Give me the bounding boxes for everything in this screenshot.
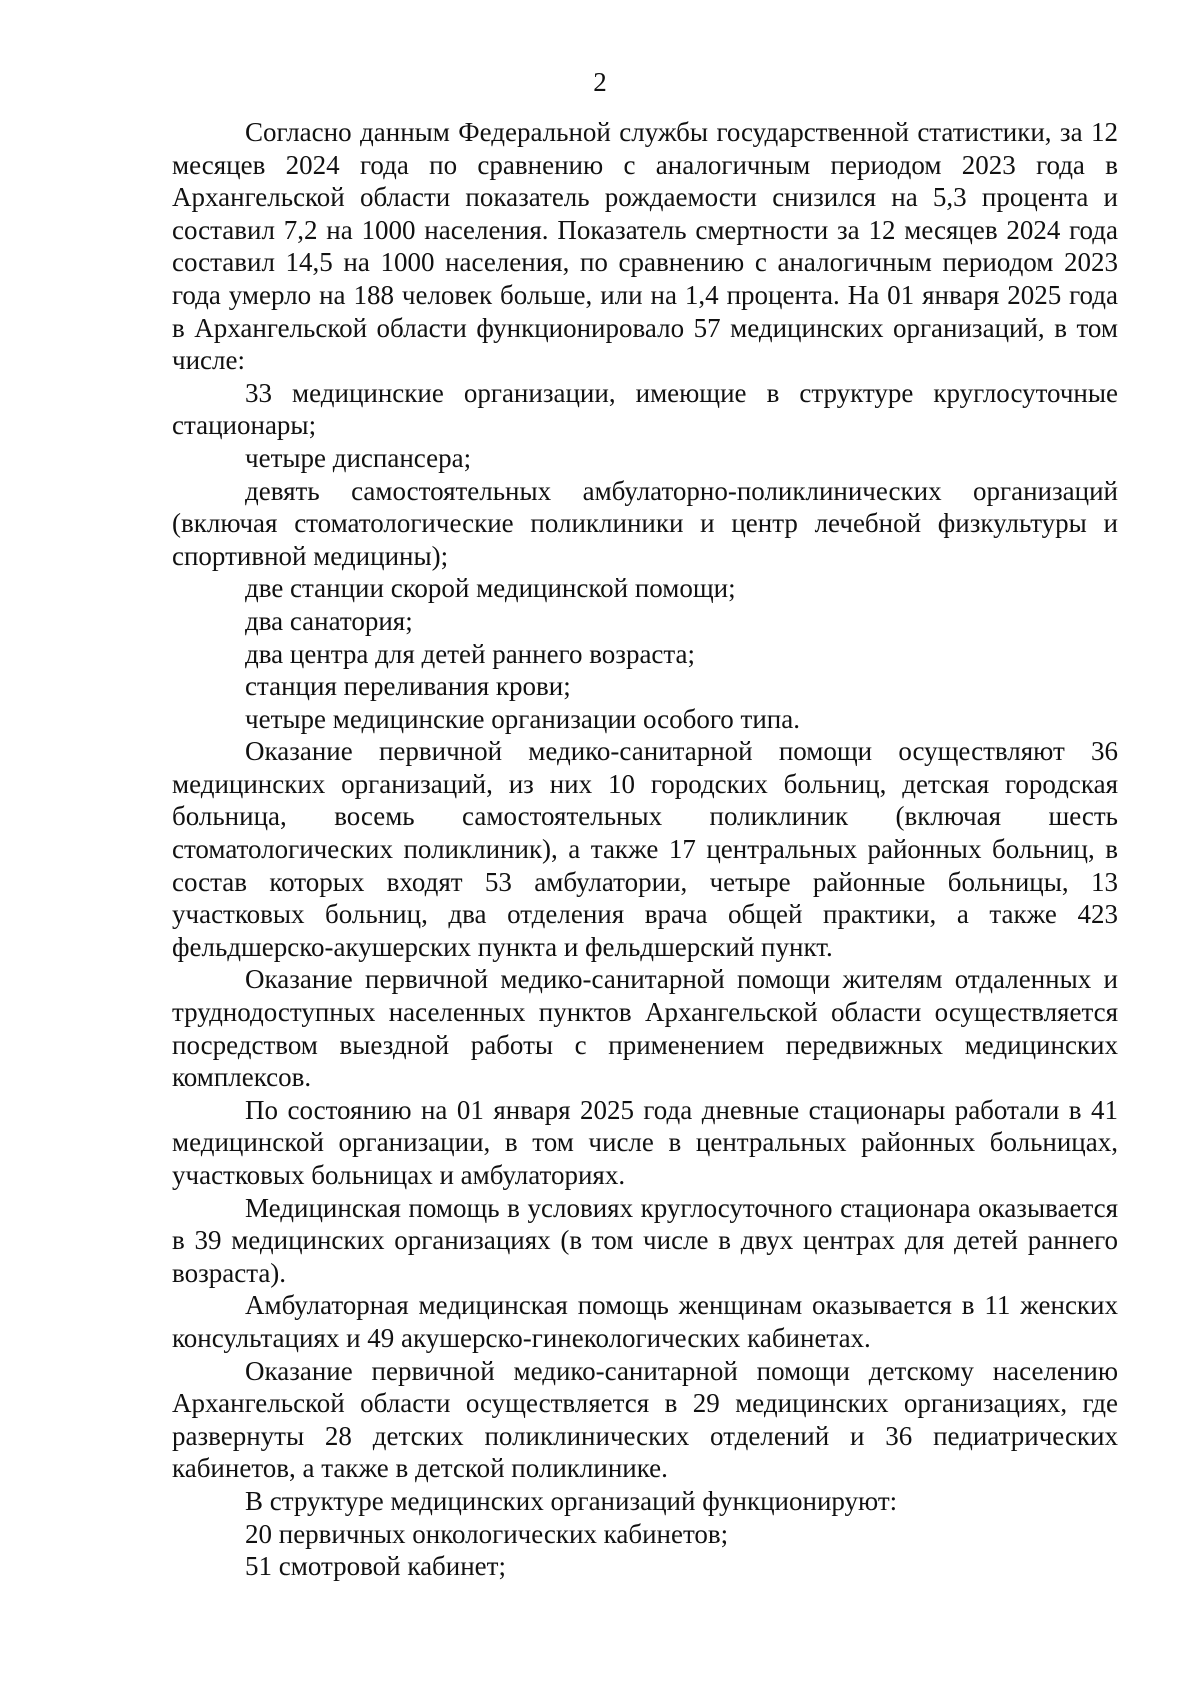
paragraph-inpatient-care: Медицинская помощь в условиях круглосуточного стационара оказывается в 39 медицинских организациях (в том числе в двух центрах для детей раннего возраста).	[172, 1192, 1118, 1288]
page-number: 2	[593, 67, 607, 97]
paragraph-remote-settlements: Оказание первичной медико-санитарной помощи жителям отдаленных и труднодоступных населенных пунктов Архангельской области осуществляется посредством выездной работы с применением передвижных медицинских комплексов.	[172, 964, 1118, 1093]
paragraph-womens-care: Амбулаторная медицинская помощь женщинам оказывается в 11 женских консультациях и 49 акушерско-гинекологических кабинетах.	[172, 1290, 1118, 1353]
document-body	[172, 116, 1118, 1583]
paragraph-statistics-intro: Согласно данным Федеральной службы государственной статистики, за 12 месяцев 2024 года по сравнению с аналогичным периодом 2023 года в Архангельской области показатель рождаемости снизился на 5,3 процента и составил 7,2 на 1000 населения. Показатель смертности за 12 месяцев 2024 года составил 14,5 на 1000 населения, по сравнению с аналогичным периодом 2023 года умерло на 188 человек больше, или на 1,4 процента. На 01 января 2025 года в Архангельской области функционировало 57 медицинских организаций, в том числе:	[172, 117, 1118, 376]
list-item-outpatient-organizations: девять самостоятельных амбулаторно-поликлинических организаций (включая стоматологические поликлиники и центр лечебной физкультуры и спортивной медицины);	[172, 475, 1118, 571]
list-item-examination-rooms: 51 смотровой кабинет;	[245, 1551, 506, 1582]
paragraph-primary-care: Оказание первичной медико-санитарной помощи осуществляют 36 медицинских организаций, из них 10 городских больниц, детская городская больница, восемь самостоятельных поликлиник (включая шесть стоматологических поликлиник), а также 17 центральных районных больниц, в состав которых входят 53 амбулатории, четыре районные больницы, 13 участковых больниц, два отделения врача общей практики, а также 423 фельдшерско-акушерских пункта и фельдшерский пункт.	[172, 736, 1118, 962]
paragraph-pediatric-care: Оказание первичной медико-санитарной помощи детскому населению Архангельской области осуществляется в 29 медицинских организациях, где развернуты 28 детских поликлинических отделений и 36 педиатрических кабинетов, а также в детской поликлинике.	[172, 1355, 1118, 1484]
list-item-ambulance-stations: две станции скорой медицинской помощи;	[245, 573, 736, 604]
list-item-dispensaries: четыре диспансера;	[245, 442, 472, 473]
list-item-round-the-clock-hospitals: 33 медицинские организации, имеющие в структуре круглосуточные стационары;	[172, 377, 1118, 441]
list-item-sanatoriums: два санатория;	[245, 605, 413, 636]
list-item-special-type-organizations: четыре медицинские организации особого типа.	[245, 703, 800, 734]
paragraph-day-hospitals: По состоянию на 01 января 2025 года дневные стационары работали в 41 медицинской организации, в том числе в центральных районных больницах, участковых больницах и амбулаториях.	[172, 1094, 1118, 1190]
list-item-blood-transfusion-station: станция переливания крови;	[245, 671, 571, 702]
list-item-oncology-offices: 20 первичных онкологических кабинетов;	[245, 1518, 729, 1549]
list-item-early-childhood-centers: два центра для детей раннего возраста;	[245, 638, 696, 669]
paragraph-structure-intro: В структуре медицинских организаций функционируют:	[245, 1485, 898, 1516]
